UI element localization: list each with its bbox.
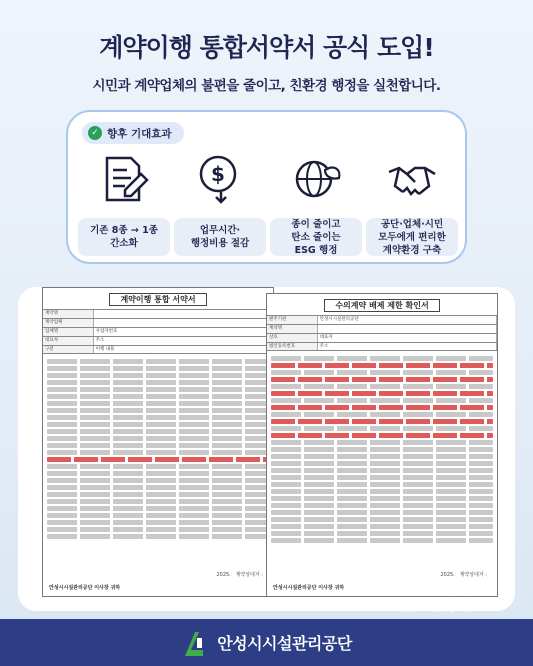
form-sign-year: 2025.	[216, 572, 231, 578]
page-headline: 계약이행 통합서약서 공식 도입!	[99, 33, 434, 62]
form-cell-value	[94, 310, 273, 318]
handshake-icon	[385, 152, 439, 206]
form-cell-value: 사업자번호	[94, 328, 273, 336]
form-cell-value: 주소	[94, 337, 273, 345]
form-cell-value: 대표자	[318, 334, 497, 342]
expected-effects-label: 향후 기대효과	[107, 127, 172, 140]
form-cell-label: 계약명	[43, 310, 94, 318]
form-signature-line	[216, 571, 263, 578]
footer-bar	[0, 619, 533, 666]
form-signature-line	[440, 571, 487, 578]
expected-effects-panel	[66, 110, 467, 264]
effect-label: 종이 줄이고 탄소 줄이는 ESG 행정	[270, 218, 362, 256]
form-title: 수의계약 배제 제한 확인서	[324, 299, 439, 312]
effect-simplify	[84, 152, 164, 260]
form-body-text	[267, 351, 497, 543]
form-cell-label: 상호	[267, 334, 318, 342]
footer-org-name: 안성시시설관리공단	[217, 634, 352, 653]
effect-label: 업무시간· 행정비용 절감	[174, 218, 266, 256]
form-body-text	[43, 354, 273, 539]
exclusion-check-form	[266, 293, 498, 597]
page-subhead: 시민과 계약업체의 불편을 줄이고, 친환경 행정을 실천합니다.	[92, 78, 441, 94]
form-sign-label: 계약상대자 :	[459, 572, 487, 578]
globe-leaf-icon	[289, 152, 343, 206]
check-icon: ✓	[88, 126, 102, 140]
form-cell-value: 이행 내용	[94, 346, 273, 353]
form-addressee: 안성시시설관리공단 이사장 귀하	[49, 585, 121, 591]
form-cell-label: 계약업체	[43, 319, 94, 327]
form-cell-label: 구분	[43, 346, 94, 353]
form-title: 계약이행 통합 서약서	[109, 293, 206, 306]
form-cell-label: 업체명	[43, 328, 94, 336]
form-addressee: 안성시시설관리공단 이사장 귀하	[273, 585, 345, 591]
document-pen-icon	[97, 152, 151, 206]
form-cell-value: 주소	[318, 343, 497, 350]
sample-documents-panel	[18, 287, 515, 611]
expected-effects-pill	[82, 122, 184, 144]
form-sign-label: 계약상대자 :	[235, 572, 263, 578]
clock-coin-icon	[193, 152, 247, 206]
form-cell-value	[94, 319, 273, 327]
form-cell-label: 대표자	[43, 337, 94, 345]
effect-label: 공단·업체·시민 모두에게 편리한 계약환경 구축	[366, 218, 458, 256]
form-cell-label: 발주기관	[267, 316, 318, 324]
effect-label: 기존 8종 → 1종 간소화	[78, 218, 170, 256]
integrated-pledge-form	[42, 287, 274, 597]
form-cell-value	[318, 325, 497, 333]
form-cell-label: 법인등록번호	[267, 343, 318, 350]
effect-cost-saving	[180, 152, 260, 260]
form-sign-year: 2025.	[440, 572, 455, 578]
form-cell-label: 계약명	[267, 325, 318, 333]
svg-text:$: $	[211, 162, 225, 186]
form-cell-value: 안성시시설관리공단	[318, 316, 497, 324]
effect-esg	[276, 152, 356, 260]
news-watermark: 뉴스온경기	[400, 596, 473, 614]
org-logo-icon	[181, 628, 207, 658]
effect-convenience	[372, 152, 452, 260]
